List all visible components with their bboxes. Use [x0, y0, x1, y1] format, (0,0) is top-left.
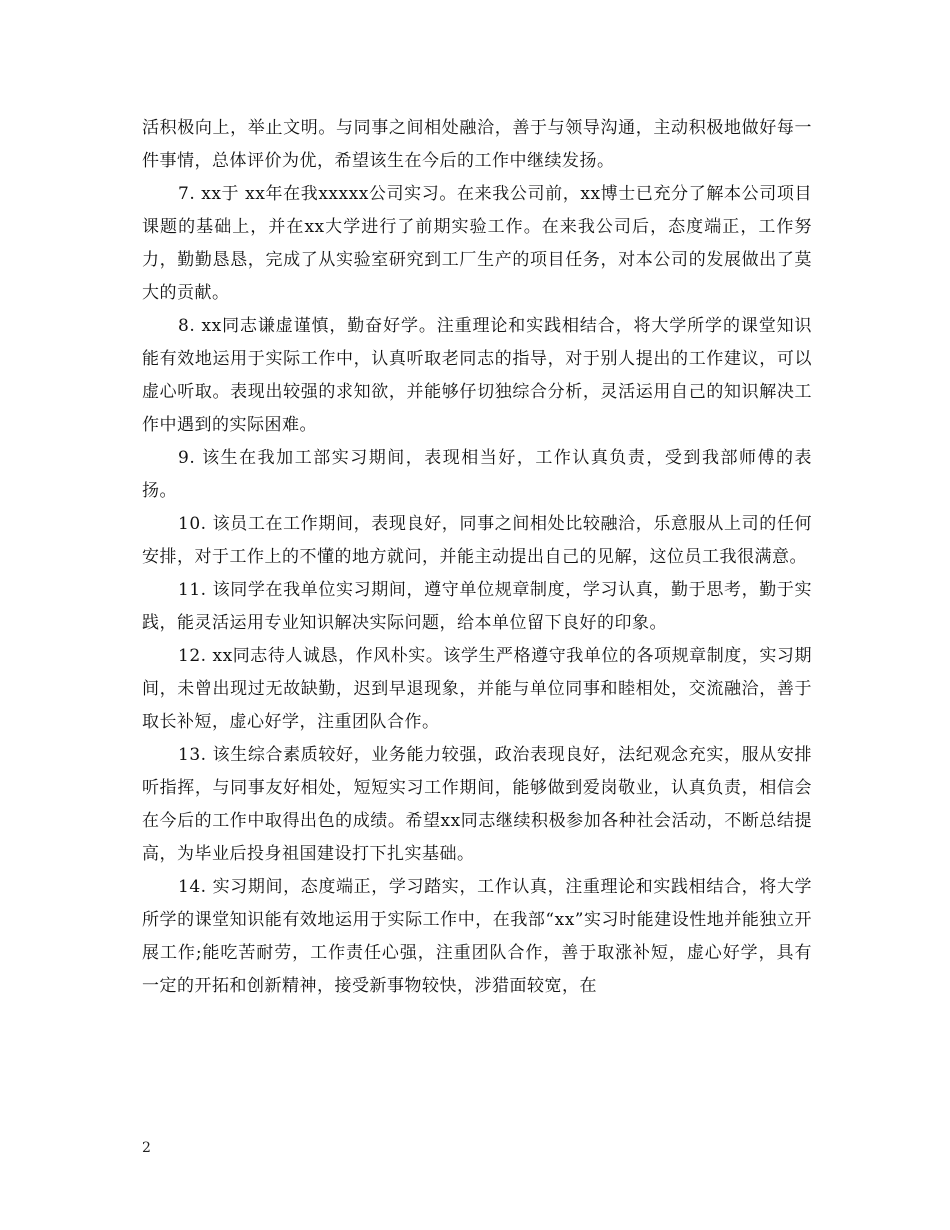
- paragraph-item-9: 9. 该生在我加工部实习期间，表现相当好，工作认真负责，受到我部师傅的表扬。: [142, 448, 812, 501]
- paragraph-item-8: 8. xx同志谦虚谨慎，勤奋好学。注重理论和实践相结合，将大学所学的课堂知识能有效地运用于实际工作中，认真听取老同志的指导，对于别人提出的工作建议，可以虚心听取。表现出较强的求知欲，并能够仔切独综合分析，灵活运用自己的知识解决工作中遇到的实际困难。: [142, 316, 812, 435]
- paragraph-item-13: 13. 该生综合素质较好，业务能力较强，政治表现良好，法纪观念充实，服从安排听指挥，与同事友好相处，短短实习工作期间，能够做到爱岗敬业，认真负责，相信会在今后的工作中取得出色的成绩。希望xx同志继续积极参加各种社会活动，不断总结提高，为毕业后投身祖国建设打下扎实基础。: [142, 745, 812, 864]
- page-number: 2: [142, 1140, 151, 1156]
- document-body: [142, 112, 812, 1003]
- paragraph-item-10: 10. 该员工在工作期间，表现良好，同事之间相处比较融洽，乐意服从上司的任何安排，对于工作上的不懂的地方就问，并能主动提出自己的见解，这位员工我很满意。: [142, 514, 812, 567]
- paragraph-item-12: 12. xx同志待人诚恳，作风朴实。该学生严格遵守我单位的各项规章制度，实习期间，未曾出现过无故缺勤，迟到早退现象，并能与单位同事和睦相处，交流融洽，善于取长补短，虚心好学，注重团队合作。: [142, 646, 812, 732]
- paragraph-item-11: 11. 该同学在我单位实习期间，遵守单位规章制度，学习认真，勤于思考，勤于实践，能灵活运用专业知识解决实际问题，给本单位留下良好的印象。: [142, 580, 812, 633]
- paragraph-item-14: 14. 实习期间，态度端正，学习踏实，工作认真，注重理论和实践相结合，将大学所学的课堂知识能有效地运用于实际工作中，在我部“xx”实习时能建设性地并能独立开展工作;能吃苦耐劳，工作责任心强，注重团队合作，善于取涨补短，虚心好学，具有一定的开拓和创新精神，接受新事物较快，涉猎面较宽，在: [142, 877, 812, 996]
- paragraph-item-7: 7. xx于 xx年在我xxxxx公司实习。在来我公司前，xx博士已充分了解本公司项目课题的基础上，并在xx大学进行了前期实验工作。在来我公司后，态度端正，工作努力，勤勤恳恳，完成了从实验室研究到工厂生产的项目任务，对本公司的发展做出了莫大的贡献。: [142, 184, 812, 303]
- paragraph-continuation: 活积极向上，举止文明。与同事之间相处融洽，善于与领导沟通，主动积极地做好每一件事情，总体评价为优，希望该生在今后的工作中继续发扬。: [142, 118, 812, 171]
